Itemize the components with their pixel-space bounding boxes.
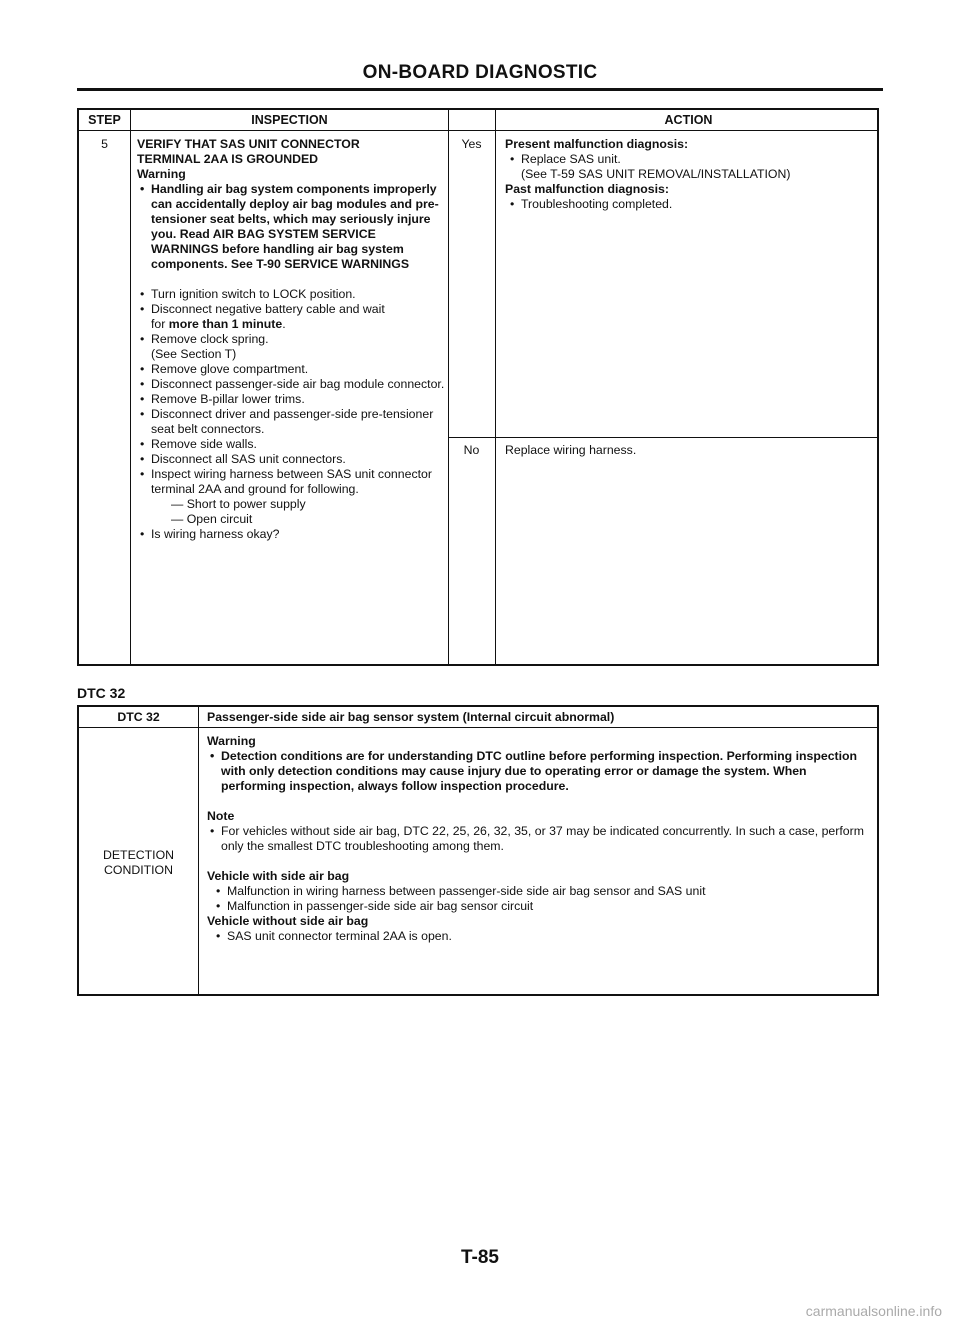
header-step: STEP <box>88 113 121 127</box>
sub-item: — Open circuit <box>171 512 253 526</box>
title-rule <box>77 88 883 91</box>
page-number: T-85 <box>460 1247 500 1268</box>
sub-item-list <box>137 497 445 527</box>
procedure-item: • Remove side walls. <box>137 437 445 452</box>
procedure-reference: (See Section T) <box>151 347 237 361</box>
dtc-warning-label: Warning <box>207 734 256 748</box>
warning-list <box>137 182 445 272</box>
dtc-warning-text: • Detection conditions are for understanding DTC outline before performing inspection. Performing inspection with only detection conditions may cause injury due to operating error or damage the system. When performing inspection, always follow inspection procedure. <box>207 749 869 794</box>
yes-action-cell <box>505 137 875 212</box>
header-inspection: INSPECTION <box>251 113 328 127</box>
procedure-text: Remove clock spring. <box>151 332 269 346</box>
dtc-table <box>77 705 879 996</box>
dtc-description: Passenger-side side air bag sensor system (Internal circuit abnormal) <box>207 710 615 724</box>
past-malfunction-list <box>505 197 875 212</box>
detection-condition-cell <box>207 734 869 944</box>
present-malfunction-heading: Present malfunction diagnosis: <box>505 137 689 151</box>
procedure-item: • Disconnect passenger-side air bag module connector. <box>137 377 445 392</box>
inspection-table <box>77 108 879 666</box>
inspection-heading-line-1: VERIFY THAT SAS UNIT CONNECTOR <box>137 137 360 151</box>
procedure-item <box>137 332 445 362</box>
past-malfunction-item: • Troubleshooting completed. <box>507 197 875 212</box>
procedure-text: Disconnect negative battery cable and wait <box>151 302 385 316</box>
col-divider <box>198 707 199 994</box>
procedure-item: • Disconnect driver and passenger-side pre-tensioner seat belt connectors. <box>137 407 445 437</box>
warning-text: • Handling air bag system components improperly can accidentally deploy air bag modules and pre-tensioner seat belts, which may seriously injure you. Read AIR BAG SYSTEM SERVICE WARNINGS before handling air bag system components. See T-90 SERVICE WARNINGS <box>137 182 445 272</box>
present-malfunction-list <box>505 152 875 167</box>
step-number: 5 <box>101 137 108 151</box>
past-malfunction-heading: Past malfunction diagnosis: <box>505 182 669 196</box>
header-divider <box>79 727 877 728</box>
sub-item: — Short to power supply <box>171 497 306 511</box>
procedure-list <box>137 287 445 497</box>
col-divider <box>130 110 131 664</box>
yes-label: Yes <box>461 137 482 151</box>
procedure-item: • Remove B-pillar lower trims. <box>137 392 445 407</box>
inspection-cell <box>137 137 445 542</box>
no-action-cell: Replace wiring harness. <box>505 443 637 457</box>
page-title: ON-BOARD DIAGNOSTIC <box>362 62 598 83</box>
inspection-heading-line-2: TERMINAL 2AA IS GROUNDED <box>137 152 319 166</box>
wait-emphasis: more than 1 minute <box>168 317 283 331</box>
dtc-section-label: DTC 32 <box>77 685 126 701</box>
no-label: No <box>463 443 480 457</box>
with-side-airbag-list <box>207 884 869 914</box>
note-list <box>207 824 869 854</box>
watermark: carmanualsonline.info <box>805 1303 942 1319</box>
with-side-airbag-item: • Malfunction in wiring harness between passenger-side side air bag sensor and SAS unit <box>213 884 869 899</box>
wait-prefix: for <box>151 317 169 331</box>
col-divider <box>448 110 449 664</box>
note-text: • For vehicles without side air bag, DTC 22, 25, 26, 32, 35, or 37 may be indicated concurrently. In such a case, perform only the smallest DTC troubleshooting among them. <box>207 824 869 854</box>
with-side-airbag-label: Vehicle with side air bag <box>207 869 350 883</box>
with-side-airbag-item: • Malfunction in passenger-side side air bag sensor circuit <box>213 899 869 914</box>
row-label-line: DETECTION <box>102 848 175 862</box>
wait-suffix: . <box>282 317 286 331</box>
present-malfunction-reference: (See T-59 SAS UNIT REMOVAL/INSTALLATION) <box>521 167 791 181</box>
header-action: ACTION <box>664 113 713 127</box>
yes-no-divider <box>448 437 877 438</box>
detection-condition-label <box>79 848 198 878</box>
procedure-item: • Disconnect all SAS unit connectors. <box>137 452 445 467</box>
procedure-item <box>137 302 445 332</box>
col-divider <box>495 110 496 664</box>
inspection-question: • Is wiring harness okay? <box>137 527 445 542</box>
without-side-airbag-item: • SAS unit connector terminal 2AA is open. <box>213 929 869 944</box>
dtc-code: DTC 32 <box>117 710 160 724</box>
row-label-line: CONDITION <box>104 863 173 877</box>
procedure-item: • Turn ignition switch to LOCK position. <box>137 287 445 302</box>
procedure-item: • Inspect wiring harness between SAS unit connector terminal 2AA and ground for following. <box>137 467 445 497</box>
header-divider <box>79 130 877 131</box>
without-side-airbag-label: Vehicle without side air bag <box>207 914 369 928</box>
present-malfunction-item: • Replace SAS unit. <box>507 152 875 167</box>
procedure-item: • Remove glove compartment. <box>137 362 445 377</box>
without-side-airbag-list <box>207 929 869 944</box>
dtc-warning-list <box>207 749 869 794</box>
warning-label: Warning <box>137 167 186 181</box>
question-list <box>137 527 445 542</box>
note-label: Note <box>207 809 235 823</box>
